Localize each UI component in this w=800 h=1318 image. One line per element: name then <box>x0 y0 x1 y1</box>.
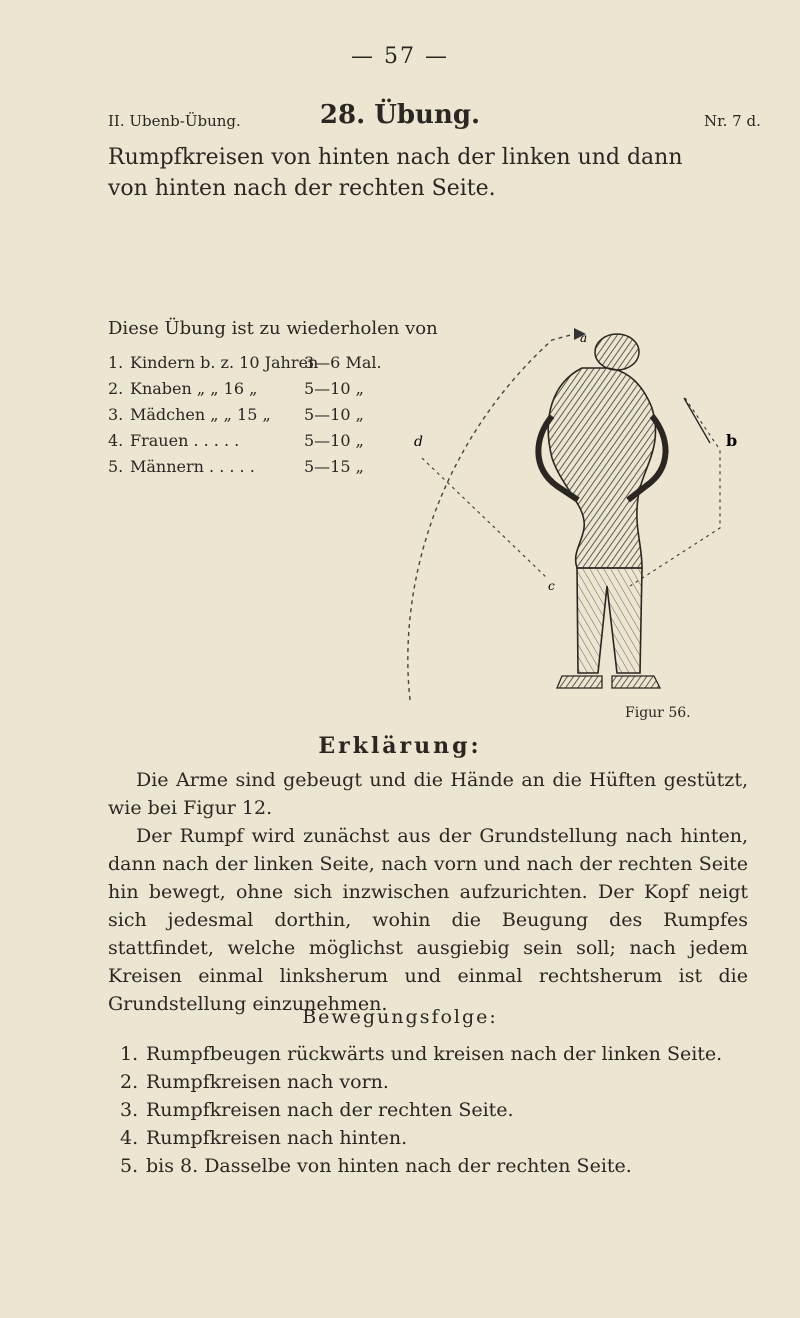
item-frequency: 5—10 „ <box>304 431 364 450</box>
sequence-list <box>120 1040 722 1180</box>
list-item <box>120 1068 722 1096</box>
list-item <box>108 350 382 376</box>
explanation-text <box>108 766 748 1018</box>
repetition-list <box>108 350 382 480</box>
paragraph: Die Arme sind gebeugt und die Hände an die Hüften gestützt, wie bei Figur 12. <box>108 769 748 819</box>
item-number: 2. <box>108 379 124 398</box>
item-number: 1. <box>108 353 124 372</box>
exercise-number: Nr. 7 d. <box>704 112 761 130</box>
explanation-heading: Erklärung: <box>318 733 482 759</box>
list-item <box>120 1124 722 1152</box>
exercise-title: 28. Übung. <box>319 100 481 130</box>
header-section: II. Ubenb-Übung. <box>108 112 241 130</box>
list-item <box>120 1152 722 1180</box>
item-number: 5. <box>108 457 124 476</box>
figure-label-a: a <box>580 331 588 345</box>
figure-label-b: b <box>726 431 738 450</box>
motion-line-solid <box>684 398 710 443</box>
step-number: 2. <box>120 1071 139 1093</box>
step-number: 3. <box>120 1099 139 1121</box>
list-item <box>108 454 382 480</box>
figure-illustration <box>402 328 800 700</box>
motion-path-lower <box>422 458 547 578</box>
figure-label-d: d <box>414 434 423 450</box>
item-group: Männern . . . . . <box>130 457 255 476</box>
item-frequency: 5—10 „ <box>304 405 364 424</box>
list-item <box>108 428 382 454</box>
step-number: 1. <box>120 1043 139 1065</box>
figure-body <box>538 334 665 688</box>
item-frequency: 5—15 „ <box>304 457 364 476</box>
figure-caption: Figur 56. <box>625 705 691 721</box>
item-frequency: 5—10 „ <box>304 379 364 398</box>
list-item <box>108 376 382 402</box>
step-text: Rumpfkreisen nach der rechten Seite. <box>146 1099 514 1121</box>
step-number: 5. <box>120 1155 139 1177</box>
step-number: 4. <box>120 1127 139 1149</box>
item-group: Mädchen „ „ 15 „ <box>130 405 271 424</box>
step-text: bis 8. Dasselbe von hinten nach der rechten Seite. <box>146 1155 632 1177</box>
step-text: Rumpfkreisen nach hinten. <box>146 1127 408 1149</box>
item-group: Kindern b. z. 10 Jahren <box>130 353 319 372</box>
page-number: — 57 — <box>351 44 449 69</box>
step-text: Rumpfbeugen rückwärts und kreisen nach der linken Seite. <box>146 1043 723 1065</box>
item-group: Frauen . . . . . <box>130 431 240 450</box>
item-frequency: 3—6 Mal. <box>304 353 382 372</box>
figure-label-c: c <box>548 579 555 593</box>
list-item <box>108 402 382 428</box>
list-item <box>120 1096 722 1124</box>
repetition-heading: Diese Übung ist zu wiederholen von <box>108 318 438 339</box>
step-text: Rumpfkreisen nach vorn. <box>146 1071 389 1093</box>
item-group: Knaben „ „ 16 „ <box>130 379 258 398</box>
list-item <box>120 1040 722 1068</box>
sequence-heading: Bewegungsfolge: <box>302 1006 498 1028</box>
paragraph: Der Rumpf wird zunächst aus der Grundstellung nach hinten, dann nach der linken Seite, nach vorn und nach der rechten Seite hin bewegt, ohne sich inzwischen aufzurichten. Der Kopf neigt sich jedesmal dorthin, wohin die Beugung des Rumpfes stattfindet, welche möglichst ausgiebig sein soll; nach jedem Kreisen einmal linksherum und einmal rechtsherum ist die Grundstellung einzunehmen. <box>108 825 748 1015</box>
item-number: 4. <box>108 431 124 450</box>
exercise-intro: Rumpfkreisen von hinten nach der linken und dann von hinten nach der rechten Seite. <box>108 145 683 201</box>
motion-path-left <box>408 332 582 700</box>
item-number: 3. <box>108 405 124 424</box>
